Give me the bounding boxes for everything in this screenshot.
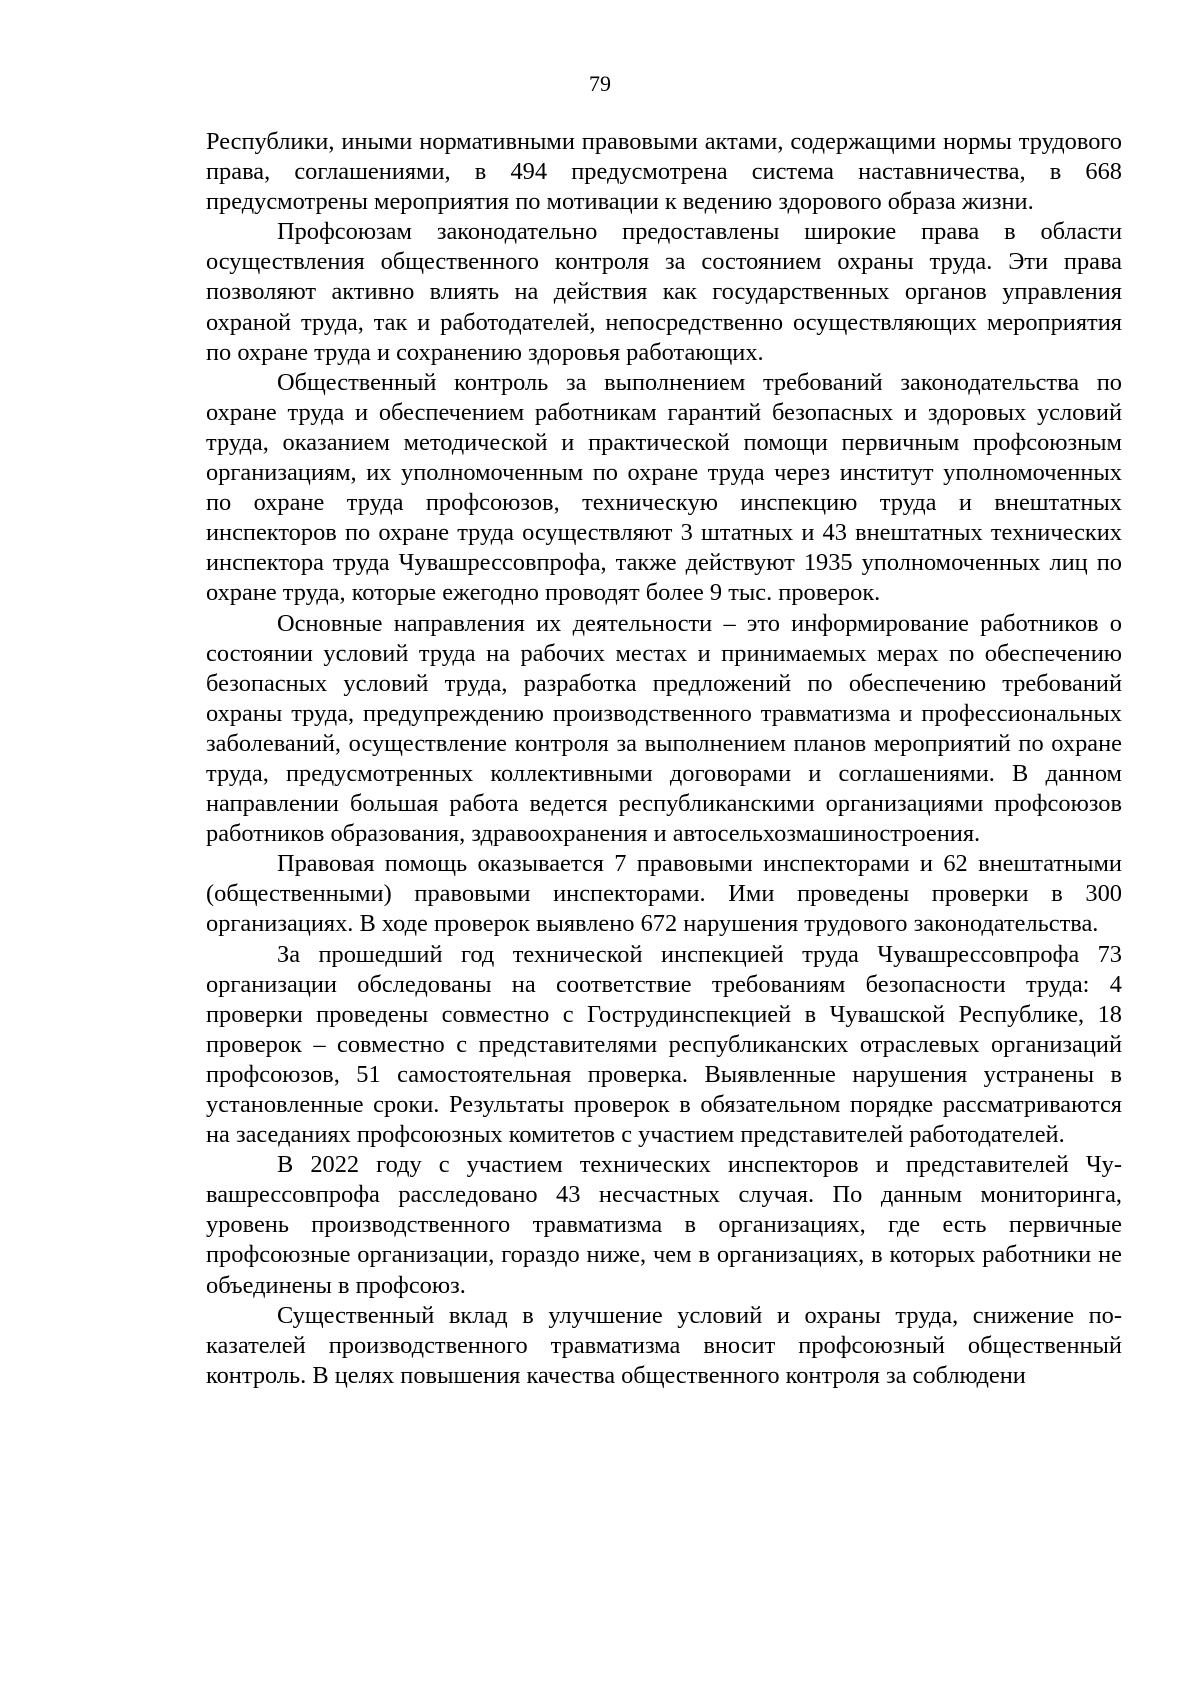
document-body bbox=[206, 127, 1122, 1391]
paragraph-continuation: Республики, иными нормативными правовыми актами, содержащими нормы трудового права, соглашениями, в 494 предусмотрена система наставничества, в 668 предусмотрены мероприятия по мотивации к ведению здорового образа жизни. bbox=[206, 128, 1122, 216]
page-number: 79 bbox=[589, 71, 611, 96]
paragraph-trade-union-rights: Профсоюзам законодательно предоставлены широкие права в области осуществления общественного контроля за состоянием охраны труда. Эти права позволяют активно влиять на действия как государственных органов управления охраной труда, так и работодателей, непосредственно осуществляющих мероприятия по охране труда и сохранению здоровья работающих. bbox=[206, 218, 1122, 366]
paragraph-contribution: Существенный вклад в улучшение условий и охраны труда, снижение показателей производственного травматизма вносит профсоюзный общественный контроль. В целях повышения качества общественного контроля за соблюдени bbox=[206, 1301, 1122, 1389]
paragraph-main-directions: Основные направления их деятельности – это информирование работников о состоянии условий труда на рабочих местах и принимаемых мерах по обеспечению безопасных условий труда, разработка предложений по обеспечению требований охраны труда, предупреждению производственного травматизма и профессиональных заболеваний, осуществление контроля за выполнением планов мероприятий по охране труда, предусмотренных коллективными договорами и соглашениями. В данном направлении большая работа ведется республиканскими организациями профсоюзов работников образования, здравоохранения и автосельхозмашиностроения. bbox=[206, 609, 1122, 848]
paragraph-legal-assistance: Правовая помощь оказывается 7 правовыми инспекторами и 62 внештатными (общественными) правовыми инспекторами. Ими проведены проверки в 300 организациях. В ходе проверок выявлено 672 нарушения трудового законодательства. bbox=[206, 850, 1122, 938]
paragraph-technical-inspection: За прошедший год технической инспекцией труда Чувашрессовпрофа 73 организации обследованы на соответствие требованиям безопасности труда: 4 проверки проведены совместно с Гострудинспекцией в Чувашской Республике, 18 проверок – совместно с представителями республиканских отраслевых организаций профсоюзов, 51 самостоятельная проверка. Выявленные нарушения устранены в установленные сроки. Результаты проверок в обязательном порядке рассматриваются на заседаниях профсоюзных комитетов с участием представителей работодателей. bbox=[206, 940, 1122, 1149]
paragraph-public-control: Общественный контроль за выполнением требований законодательства по охране труда и обеспечением работникам гарантий безопасных и здоровых условий труда, оказанием методической и практической помощи первичным профсоюзным организациям, их уполномоченным по охране труда через институт уполномоченных по охране труда профсоюзов, техническую инспекцию труда и внештатных инспекторов по охране труда осуществляют 3 штатных и 43 внештатных технических инспектора труда Чувашрессовпрофа, также действуют 1935 уполномоченных лиц по охране труда, которые ежегодно проводят более 9 тыс. проверок. bbox=[206, 368, 1122, 607]
paragraph-accident-investigation: В 2022 году с участием технических инспекторов и представителей Чувашрессовпрофа расследовано 43 несчастных случая. По данным мониторинга, уровень производственного травматизма в организациях, где есть первичные профсоюзные организации, гораздо ниже, чем в организациях, в которых работники не объединены в профсоюз. bbox=[206, 1151, 1122, 1299]
